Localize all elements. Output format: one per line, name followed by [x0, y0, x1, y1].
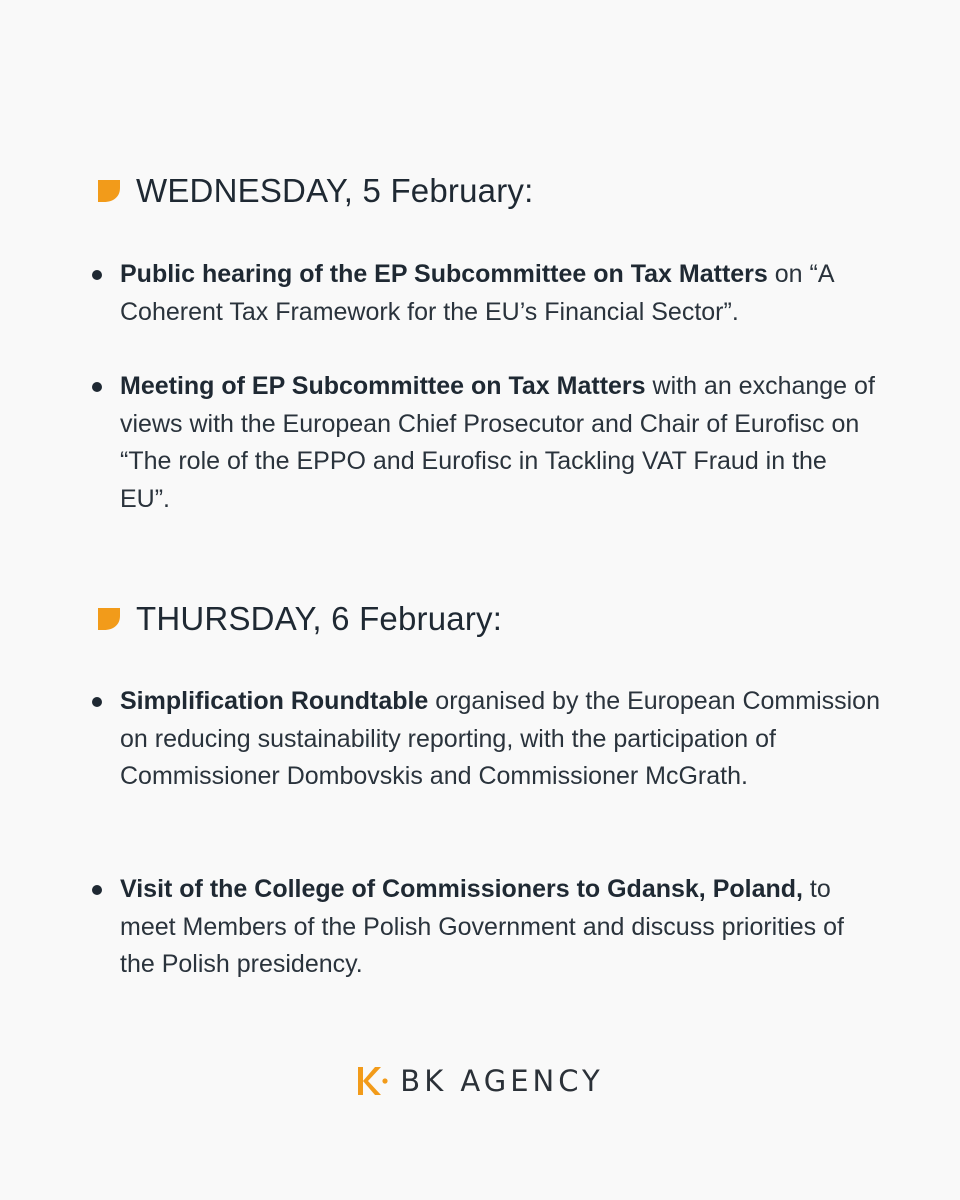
event-title: Public hearing of the EP Subcommittee on Tax Matters: [120, 260, 768, 288]
bk-logo-icon: [356, 1064, 388, 1098]
event-title: Visit of the College of Commissioners to Gdansk, Poland,: [120, 875, 803, 903]
event-title: Meeting of EP Subcommittee on Tax Matters: [120, 372, 646, 400]
brand-name: BK AGENCY: [400, 1064, 604, 1098]
event-title: Simplification Roundtable: [120, 687, 429, 715]
event-text: [120, 871, 880, 984]
event-text: [120, 683, 880, 796]
event-description: with an exchange of views with the European Chief Prosecutor and Chair of Eurofisc on “The role of the EPPO and Eurofisc in Tackling VAT Fraud in the EU”.: [120, 372, 875, 513]
event-text: [120, 256, 880, 331]
bullet-icon: [92, 382, 102, 392]
event-description: organised by the European Commission on reducing sustainability reporting, with the participation of Commissioner Dombovskis and Commissioner McGrath.: [120, 687, 880, 790]
leaf-marker-icon: [96, 606, 122, 632]
day-heading: [96, 600, 502, 638]
event-text: [120, 368, 880, 518]
event-description: to meet Members of the Polish Government and discuss priorities of the Polish presidency.: [120, 875, 844, 978]
leaf-marker-icon: [96, 178, 122, 204]
bullet-icon: [92, 270, 102, 280]
bullet-icon: [92, 885, 102, 895]
day-title: WEDNESDAY, 5 February:: [136, 172, 534, 209]
event-description: on “A Coherent Tax Framework for the EU’s Financial Sector”.: [120, 260, 834, 326]
bullet-icon: [92, 697, 102, 707]
footer-brand: [0, 1064, 960, 1098]
day-heading: [96, 172, 533, 210]
day-title: THURSDAY, 6 February:: [136, 600, 503, 637]
